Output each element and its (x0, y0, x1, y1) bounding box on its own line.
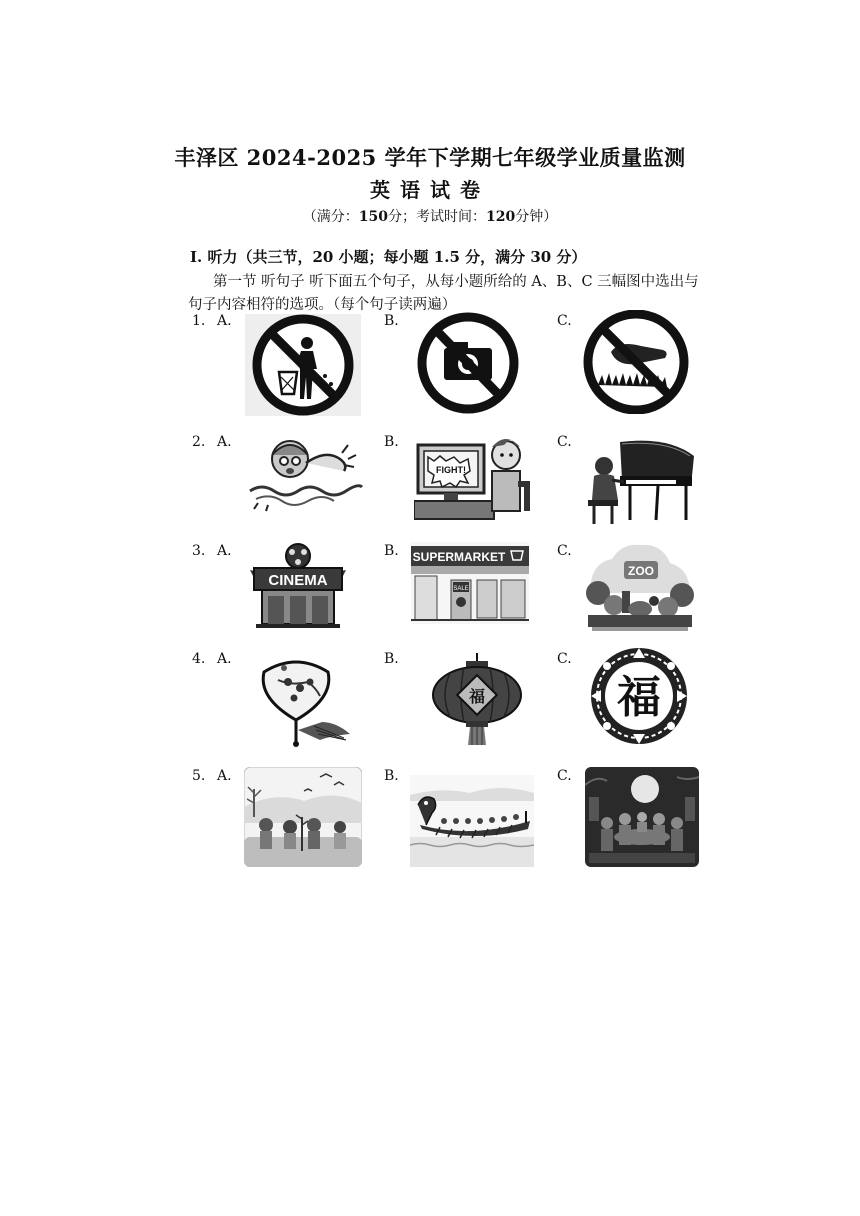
q5-option-c-label: C. (557, 768, 572, 784)
exam-title: 丰泽区 2024-2025 学年下学期七年级学业质量监测 (174, 145, 686, 170)
dragon-boat-race-image (410, 775, 534, 867)
meta-suffix: 分钟） (515, 209, 558, 225)
exam-meta (0, 206, 860, 226)
tree-planting-image (244, 767, 362, 867)
q4-option-b-label: B. (384, 651, 399, 667)
no-littering-sign-image (245, 314, 361, 416)
no-photography-sign-image (414, 312, 522, 414)
supermarket-text: SUPERMARKET (412, 550, 506, 564)
paper-cutting-fu-text: 福 (617, 672, 661, 723)
painted-fan-image (254, 652, 354, 750)
q5-number: 5. (192, 768, 206, 784)
q3-option-b-label: B. (384, 543, 399, 559)
q2-option-a-label: A. (217, 434, 232, 450)
q1-option-a-label: A. (217, 313, 232, 329)
supermarket-building-image (411, 542, 529, 624)
cinema-building-image (248, 542, 348, 628)
fight-text: FIGHT! (436, 465, 466, 475)
lantern-fu-text: 福 (468, 687, 486, 706)
q2-option-b-label: B. (384, 434, 399, 450)
q4-option-a-label: A. (217, 651, 232, 667)
swimming-image (246, 433, 364, 513)
q1-option-c-label: C. (557, 313, 572, 329)
section-heading: Ⅰ. 听力（共三节，20 小题；每小题 1.5 分，满分 30 分） (190, 248, 587, 266)
exam-time: 120 (486, 209, 516, 225)
q2-number: 2. (192, 434, 206, 450)
part-instruction-line1: 第一节 听句子 听下面五个句子，从每小题所给的 A、B、C 三幅图中选出与 (213, 274, 699, 290)
full-score: 150 (358, 209, 388, 225)
q3-number: 3. (192, 543, 206, 559)
meta-prefix: （满分： (302, 209, 359, 225)
sale-text: SALE (453, 586, 469, 592)
red-lantern-image (430, 653, 524, 747)
paper-cutting-fu-image (585, 646, 693, 746)
no-stepping-on-grass-sign-image (576, 310, 696, 414)
part-instruction-line2: 句子内容相符的选项。（每个句子读两遍） (188, 297, 457, 313)
q4-option-c-label: C. (557, 651, 572, 667)
zoo-image (584, 543, 696, 633)
meta-mid: 分；考试时间： (388, 209, 486, 225)
q3-option-a-label: A. (217, 543, 232, 559)
mid-autumn-family-image (585, 767, 699, 867)
zoo-text: ZOO (628, 564, 654, 578)
cinema-text: CINEMA (268, 572, 328, 589)
q5-option-a-label: A. (217, 768, 232, 784)
computer-game-image (414, 433, 532, 521)
q2-option-c-label: C. (557, 434, 572, 450)
q4-number: 4. (192, 651, 206, 667)
q3-option-c-label: C. (557, 543, 572, 559)
q1-option-b-label: B. (384, 313, 399, 329)
q1-number: 1. (192, 313, 206, 329)
q5-option-b-label: B. (384, 768, 399, 784)
exam-subtitle: 英语试卷 (370, 178, 490, 202)
piano-playing-image (586, 436, 698, 526)
